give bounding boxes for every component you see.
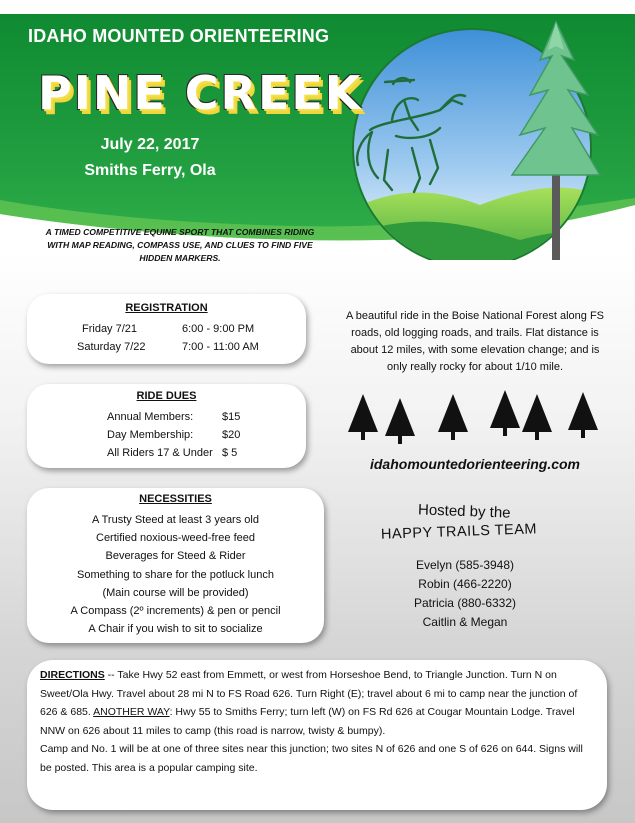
ride-dues-title: RIDE DUES: [136, 390, 197, 402]
pine-tree-icon: [490, 390, 520, 436]
ride-description: A beautiful ride in the Boise National Forest along FS roads, old logging roads, and trails. Flat distance is about 12 miles, with some elevation change; and is only really rocky for about 1/10 mile.: [345, 310, 605, 373]
directions-text: -- Take Hwy 52 east from Emmett, or west from Horseshoe Bend, to Triangle Junction. Turn N on Sweet/Ola Hwy. Travel about 28 mi N to FS Road 626. Turn Right (E); travel about 6 mi to camp near the junction of 626 & 685.: [40, 669, 578, 719]
registration-title: REGISTRATION: [125, 302, 208, 314]
registration-row: [27, 320, 306, 338]
host-team-name: HAPPY TRAILS TEAM: [380, 521, 538, 543]
event-location: Smiths Ferry, Ola: [84, 162, 216, 179]
pine-tree-icon: [568, 392, 598, 438]
registration-day: Friday 7/21: [82, 323, 138, 335]
pine-tree-icon: [385, 398, 415, 444]
necessity-item: A Trusty Steed at least 3 years old: [92, 514, 259, 526]
contact-item: Evelyn (585-3948): [415, 558, 515, 572]
event-date: July 22, 2017: [100, 136, 200, 153]
directions-text: Camp and No. 1 will be at one of three sites near this junction; two sites N of 626 and one S of 626 on 644. Signs will be posted. This area is a popular camping site.: [40, 743, 583, 774]
dues-row: [27, 426, 306, 444]
pine-tree-icon: [438, 394, 468, 440]
pine-tree-icon: [348, 394, 378, 440]
necessity-item: Beverages for Steed & Rider: [105, 550, 246, 563]
hosted-by-line: Hosted by the: [417, 501, 511, 522]
directions-box: [27, 660, 607, 810]
contact-list: [380, 556, 550, 632]
contact-item: Caitlin & Megan: [422, 615, 508, 629]
registration-day: Saturday 7/22: [77, 341, 146, 353]
necessities-title: NECESSITIES: [139, 493, 212, 505]
event-title: PINE CREEK: [38, 66, 363, 120]
dues-label: Annual Members:: [107, 411, 194, 423]
directions-label: DIRECTIONS: [40, 669, 105, 681]
dues-label: Day Membership:: [107, 429, 194, 441]
registration-box: [27, 294, 306, 364]
registration-time: 7:00 - 11:00 AM: [182, 341, 259, 353]
pine-trees-row: [345, 388, 615, 444]
necessities-box: [27, 488, 324, 643]
dues-amount: $15: [222, 411, 241, 423]
contact-item: Robin (466-2220): [418, 577, 512, 591]
registration-time: 6:00 - 9:00 PM: [182, 323, 255, 335]
registration-row: [27, 338, 306, 356]
ride-dues-box: [27, 384, 306, 468]
necessity-item: A Compass (2º increments) & pen or pencil: [70, 605, 281, 618]
necessity-item: Something to share for the potluck lunch: [77, 568, 274, 581]
tagline: A TIMED COMPETITIVE EQUINE SPORT THAT COMBINES RIDING WITH MAP READING, COMPASS USE, AND CLUES TO FIND FIVE HIDDEN MARKERS.: [45, 227, 315, 263]
dues-row: [27, 444, 306, 462]
organization-title: IDAHO MOUNTED ORIENTEERING: [28, 26, 330, 46]
necessity-item: Certified noxious-weed-free feed: [96, 532, 255, 545]
contact-item: Patricia (880-6332): [413, 596, 517, 610]
another-way-label: ANOTHER WAY: [93, 706, 170, 719]
directions-text: : Hwy 55 to Smiths Ferry; turn left (W) on FS Rd 626 at Cougar Mountain Lodge. Travel NNW on 626 about 11 miles to camp (this road is narrow, twisty & bumpy).: [40, 706, 575, 737]
dues-amount: $20: [222, 429, 241, 441]
dues-amount: $ 5: [222, 447, 238, 459]
dues-label: All Riders 17 & Under: [107, 447, 213, 459]
necessity-item: A Chair if you wish to sit to socialize: [88, 623, 263, 636]
necessity-item: (Main course will be provided): [102, 586, 249, 599]
website-url[interactable]: idahomountedorienteering.com: [369, 456, 580, 472]
dues-row: [27, 408, 306, 426]
pine-tree-icon: [522, 394, 552, 440]
